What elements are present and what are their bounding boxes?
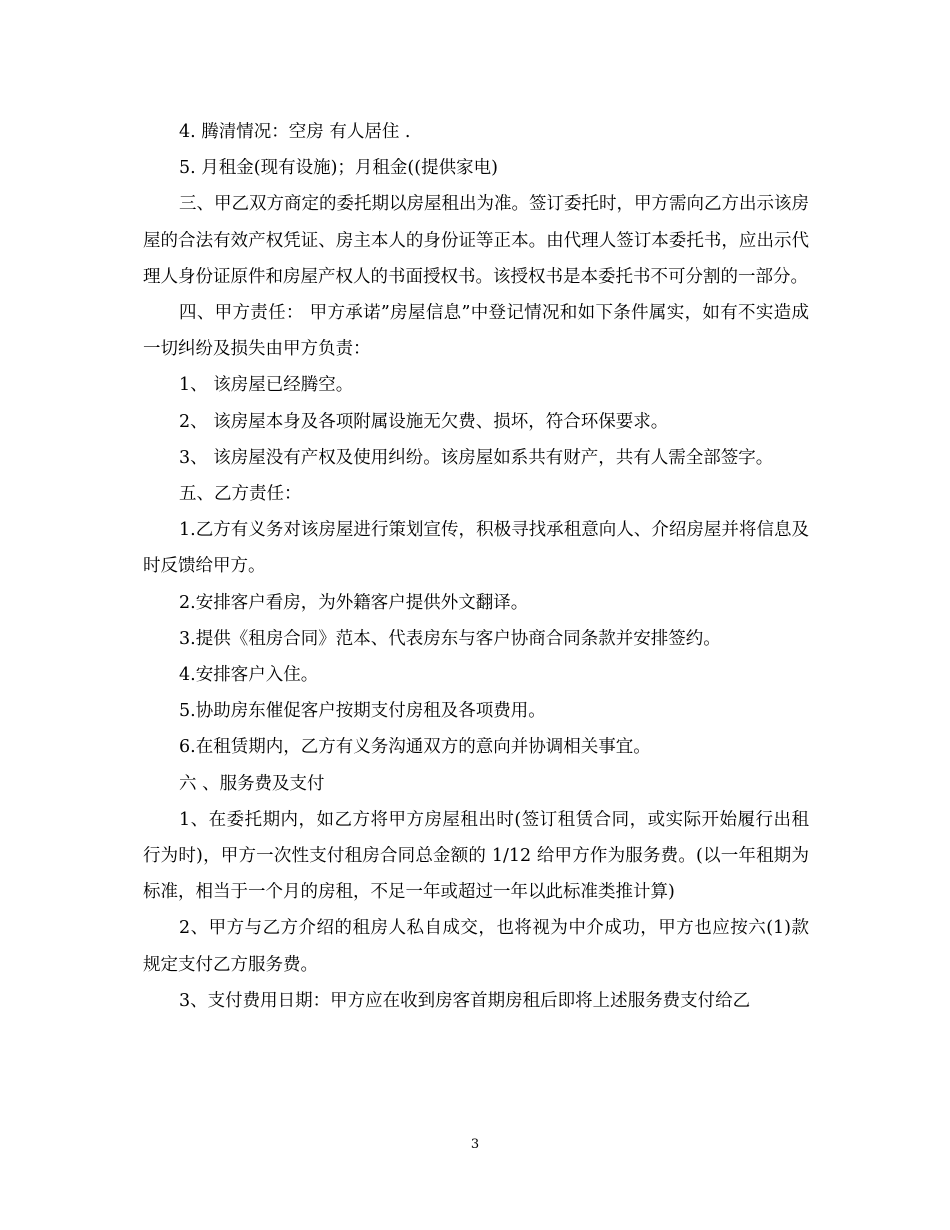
paragraph-party-a-item-3: 3、 该房屋没有产权及使用纠纷。该房屋如系共有财产，共有人需全部签字。: [179, 447, 774, 468]
paragraph-fee-item-3: 3、支付费用日期：甲方应在收到房客首期房租后即将上述服务费支付给乙: [179, 990, 751, 1011]
paragraph-section-six-heading: 六 、服务费及支付: [179, 773, 325, 794]
paragraph-party-b-item-1: 1.乙方有义务对该房屋进行策划宣传，积极寻找承租意向人、介绍房屋并将信息及时反馈给甲方。: [143, 520, 809, 577]
page-number: 3: [470, 1137, 480, 1152]
paragraph-monthly-rent: 5. 月租金(现有设施)；月租金((提供家电): [179, 158, 498, 179]
paragraph-fee-item-1: 1、在委托期内，如乙方将甲方房屋租出时(签订租赁合同，或实际开始履行出租行为时)，甲方一次性支付租房合同总金额的 1/12 给甲方作为服务费。(以一年租期为标准，相当于一个月的房租，不足一年或超过一年以此标准类推计算): [143, 809, 809, 903]
paragraph-vacancy-status: 4. 腾清情况：空房 有人居住 .: [179, 122, 411, 142]
paragraph-party-a-item-2: 2、 该房屋本身及各项附属设施无欠费、损坏，符合环保要求。: [179, 411, 669, 432]
paragraph-party-b-item-5: 5.协助房东催促客户按期支付房租及各项费用。: [179, 701, 546, 722]
paragraph-fee-item-2: 2、甲方与乙方介绍的租房人私自成交，也将视为中介成功，甲方也应按六(1)款规定支付乙方服务费。: [143, 918, 809, 975]
paragraph-section-five-heading: 五、乙方责任：: [179, 484, 302, 505]
document-body: [143, 114, 809, 1019]
paragraph-party-a-item-1: 1、 该房屋已经腾空。: [179, 375, 354, 396]
paragraph-party-b-item-3: 3.提供《租房合同》范本、代表房东与客户协商合同条款并安排签约。: [179, 628, 721, 649]
paragraph-party-b-item-4: 4.安排客户入住。: [179, 665, 319, 686]
paragraph-section-three: 三、甲乙双方商定的委托期以房屋租出为准。签订委托时，甲方需向乙方出示该房屋的合法有效产权凭证、房主本人的身份证等正本。由代理人签订本委托书，应出示代理人身份证原件和房屋产权人的书面授权书。该授权书是本委托书不可分割的一部分。: [143, 194, 809, 287]
paragraph-party-b-item-6: 6.在租赁期内，乙方有义务沟通双方的意向并协调相关事宜。: [179, 737, 651, 758]
paragraph-section-four-heading: 四、甲方责任： 甲方承诺”房屋信息”中登记情况和如下条件属实，如有不实造成一切纠纷及损失由甲方负责：: [143, 303, 809, 360]
paragraph-party-b-item-2: 2.安排客户看房，为外籍客户提供外文翻译。: [179, 592, 529, 613]
